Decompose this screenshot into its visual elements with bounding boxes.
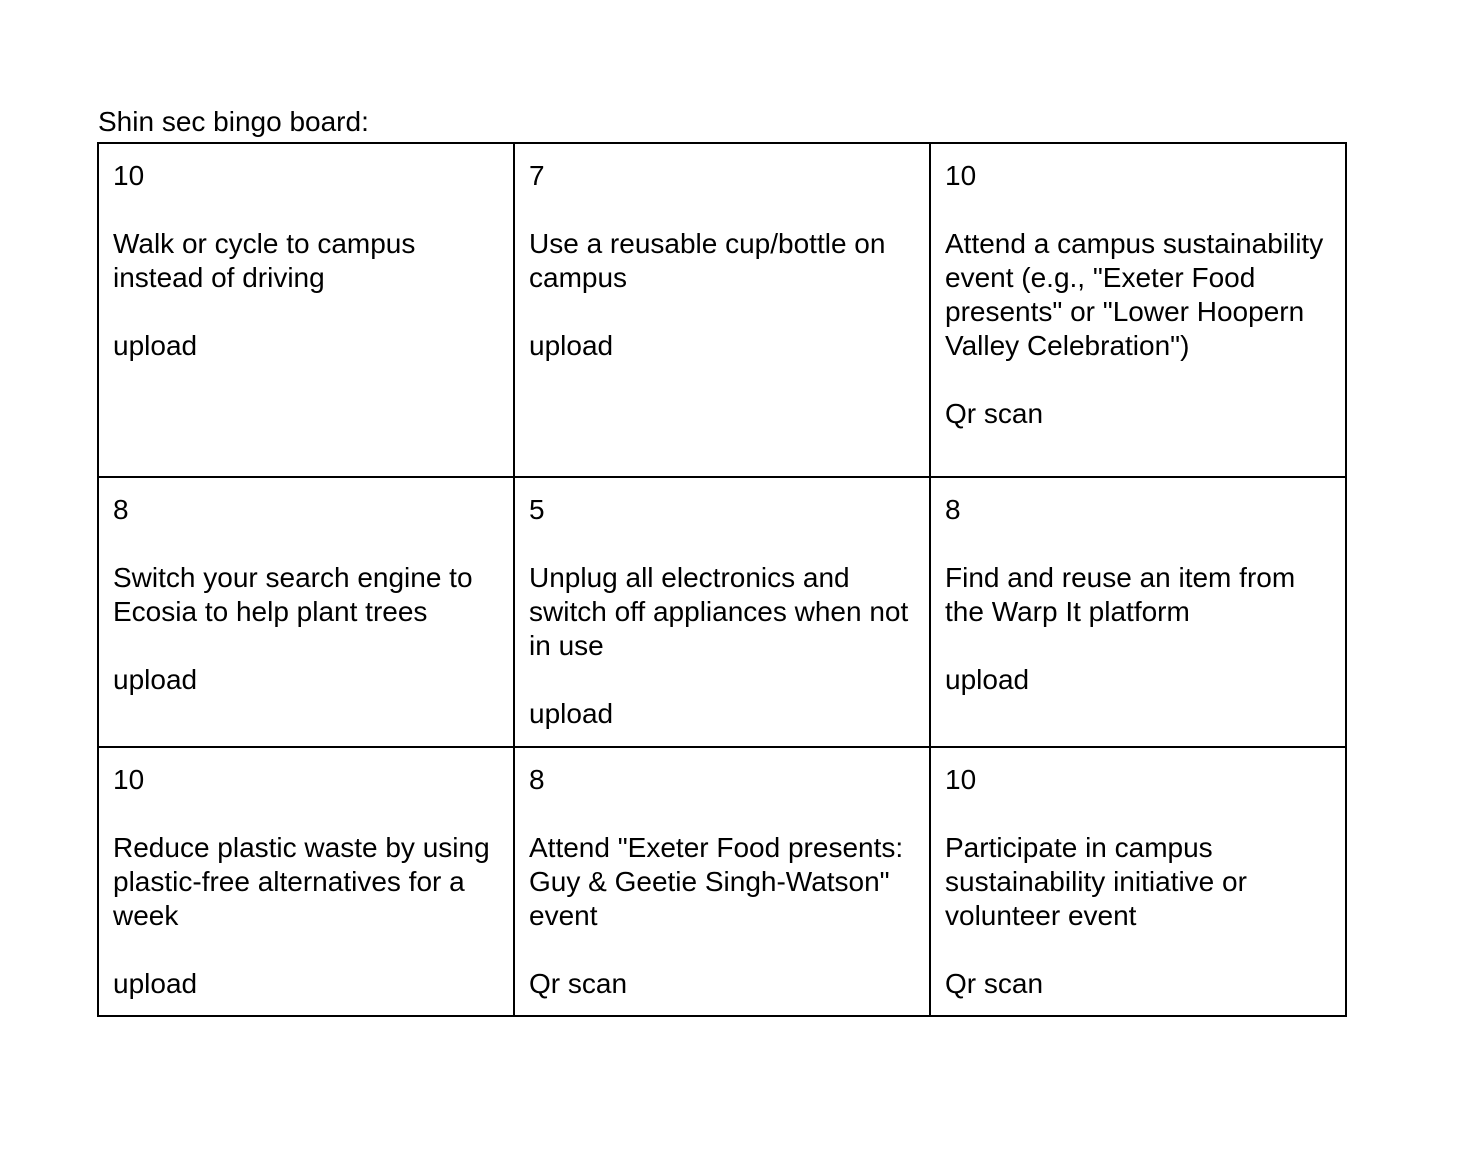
- bingo-cell: [514, 477, 930, 747]
- bingo-board: [97, 142, 1347, 1017]
- bingo-cell: [930, 747, 1346, 1016]
- cell-submission-method: Qr scan: [529, 968, 628, 999]
- bingo-cell: [98, 477, 514, 747]
- cell-submission-method: upload: [945, 664, 1030, 695]
- cell-points: 5: [529, 494, 545, 525]
- cell-points: 10: [945, 764, 977, 795]
- cell-task: Attend "Exeter Food presents: Guy & Geetie Singh-Watson" event: [529, 832, 911, 931]
- cell-points: 10: [945, 160, 977, 191]
- cell-task: Participate in campus sustainability initiative or volunteer event: [945, 832, 1255, 931]
- cell-points: 8: [945, 494, 961, 525]
- cell-task: Attend a campus sustainability event (e.g., "Exeter Food presents" or "Lower Hoopern Valley Celebration"): [945, 228, 1331, 361]
- cell-task: Walk or cycle to campus instead of driving: [113, 228, 424, 293]
- cell-points: 8: [529, 764, 545, 795]
- cell-task: Find and reuse an item from the Warp It platform: [945, 562, 1303, 627]
- cell-task: Switch your search engine to Ecosia to help plant trees: [113, 562, 481, 627]
- bingo-cell: [98, 143, 514, 477]
- bingo-cell: [930, 477, 1346, 747]
- cell-points: 8: [113, 494, 129, 525]
- bingo-cell: [514, 747, 930, 1016]
- cell-submission-method: Qr scan: [945, 968, 1044, 999]
- bingo-cell: [98, 747, 514, 1016]
- cell-task: Use a reusable cup/bottle on campus: [529, 228, 894, 293]
- cell-task: Unplug all electronics and switch off appliances when not in use: [529, 562, 917, 661]
- cell-submission-method: upload: [113, 330, 198, 361]
- bingo-cell: [930, 143, 1346, 477]
- cell-submission-method: Qr scan: [945, 398, 1044, 429]
- bingo-row: [98, 747, 1346, 1016]
- bingo-row: [98, 143, 1346, 477]
- cell-points: 10: [113, 764, 145, 795]
- cell-submission-method: upload: [113, 664, 198, 695]
- bingo-row: [98, 477, 1346, 747]
- cell-submission-method: upload: [529, 698, 614, 729]
- cell-points: 10: [113, 160, 145, 191]
- bingo-cell: [514, 143, 930, 477]
- page-title: Shin sec bingo board:: [98, 106, 369, 137]
- cell-task: Reduce plastic waste by using plastic-free alternatives for a week: [113, 832, 498, 931]
- cell-points: 7: [529, 160, 545, 191]
- cell-submission-method: upload: [529, 330, 614, 361]
- cell-submission-method: upload: [113, 968, 198, 999]
